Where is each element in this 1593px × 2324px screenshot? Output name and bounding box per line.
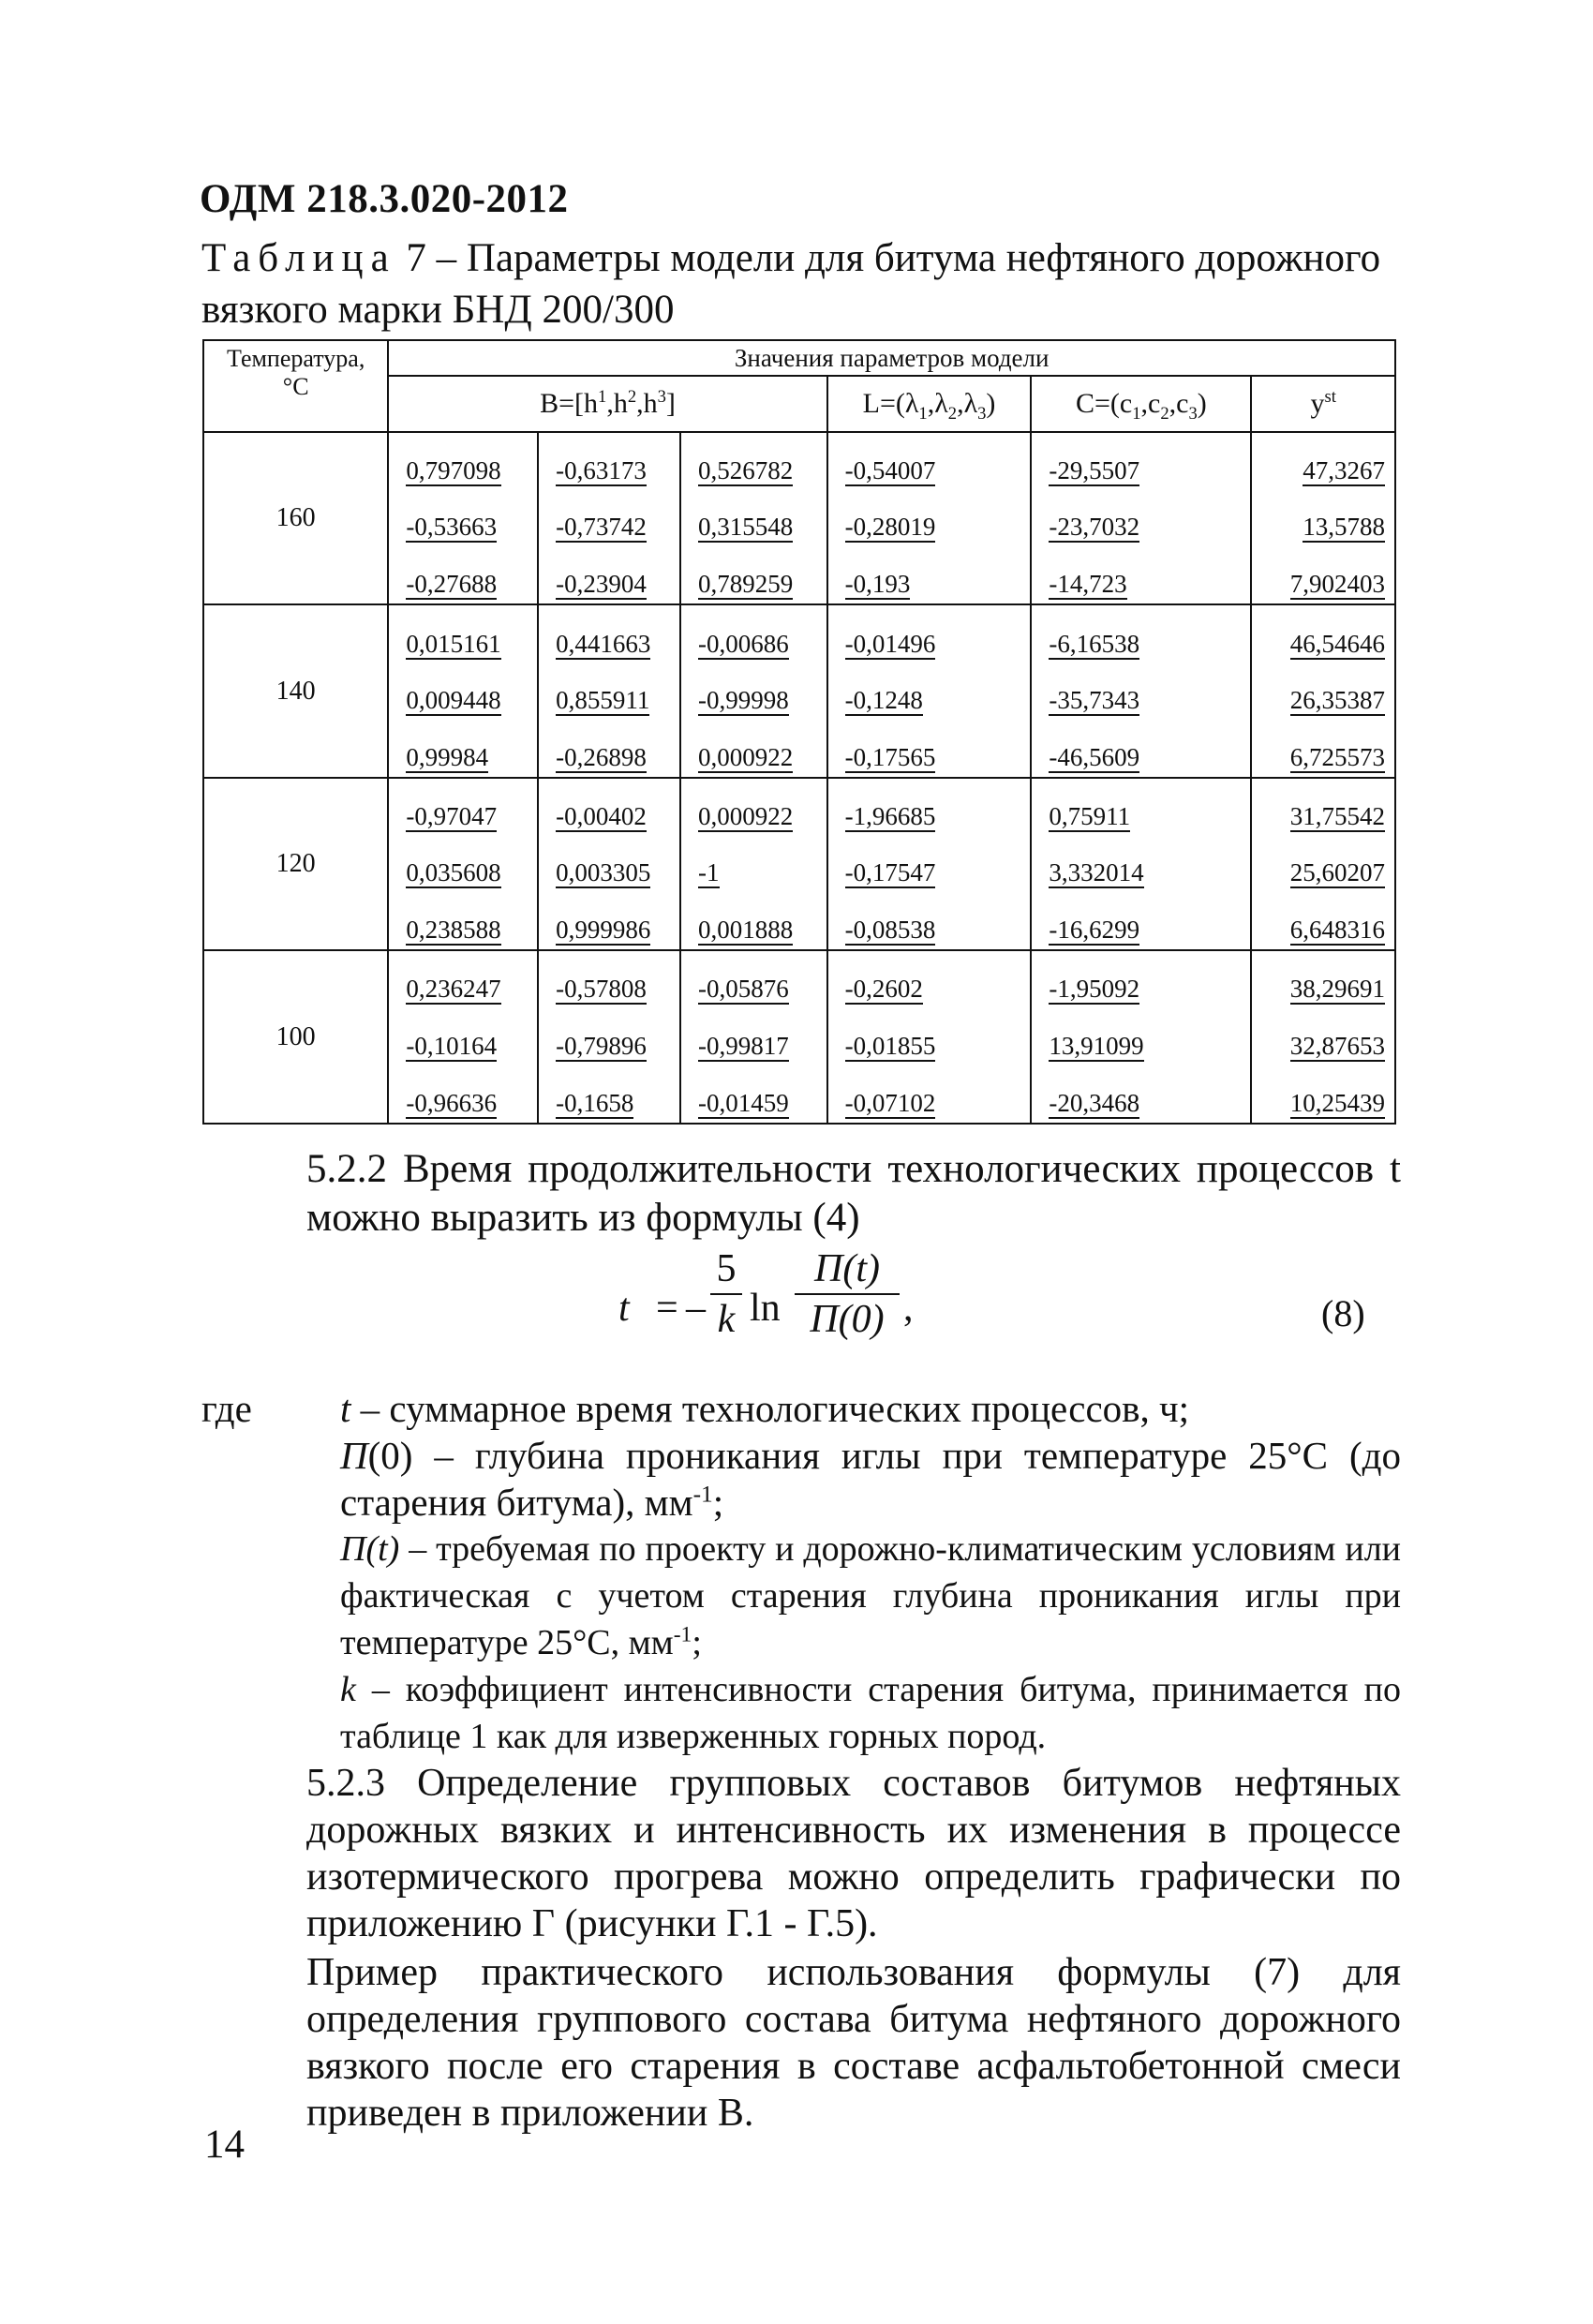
value-text: -0,05876 [698,975,789,1004]
value-cell [538,663,680,720]
definition-pt-unit-sup: -1 [673,1622,692,1647]
value-text: -23,7032 [1049,513,1140,542]
value-text: 0,001888 [698,916,794,945]
value-cell [388,546,538,604]
value-cell [1251,892,1395,950]
value-cell [1031,490,1251,546]
table-row [203,432,1395,490]
value-text: -35,7343 [1049,685,1140,714]
value-cell [680,432,827,490]
value-cell [1031,546,1251,604]
definition-p0-unit-sup: -1 [692,1481,713,1508]
value-text: -0,63173 [556,456,647,485]
value-cell [827,663,1032,720]
definition-pt-text: – требуемая по проекту и дорожно-климатическим условиям или фактическая с учетом старения глубина проникания иглы при температуре 25°С, мм [340,1529,1401,1662]
value-text: 0,238588 [406,916,501,945]
value-text: -0,193 [844,570,911,599]
value-cell [827,1065,1032,1124]
value-text: -0,57808 [556,975,647,1004]
value-cell [1251,836,1395,892]
value-cell [1251,432,1395,490]
parameters-table-body [203,432,1395,1124]
value-text: 0,000922 [698,801,794,830]
value-cell [1251,778,1395,836]
value-text: 0,035608 [406,858,501,887]
value-text: -0,27688 [406,570,498,599]
header-temperature-unit: °С [282,373,309,400]
value-text: 26,35387 [1289,685,1385,714]
value-cell [388,892,538,950]
value-text: -1 [698,858,720,887]
paragraph-5-2-3 [201,1760,1401,1947]
formula-fraction-coefficient [710,1246,742,1342]
value-cell [680,720,827,778]
value-text: 0,009448 [406,685,501,714]
value-cell [827,892,1032,950]
value-cell [827,604,1032,663]
value-cell [827,546,1032,604]
value-cell [1031,720,1251,778]
table-row [203,604,1395,663]
value-cell [388,720,538,778]
value-cell [1251,720,1395,778]
value-cell [680,604,827,663]
value-cell [1251,546,1395,604]
value-text: -0,00402 [556,801,647,830]
value-cell [538,432,680,490]
value-text: -0,17547 [844,858,936,887]
value-text: 13,5788 [1303,513,1385,542]
definition-k-text: – коэффициент интенсивности старения битума, принимается по таблице 1 как для изверженных горных пород. [340,1670,1401,1756]
formula-fraction-penetration [795,1246,900,1342]
header-c-sub2: 2 [1160,404,1169,424]
value-cell [1251,1065,1395,1124]
value-text: -6,16538 [1049,629,1140,658]
value-text: -0,79896 [556,1031,647,1060]
formula-lhs: t [618,1287,630,1330]
value-cell [388,1008,538,1065]
value-text: -0,53663 [406,513,498,542]
paragraph-example [201,1949,1401,2137]
value-text: 0,315548 [698,513,794,542]
paragraph-5-2-2-text: 5.2.2 Время продолжительности технологических процессов t можно выразить из формулы (4) [306,1147,1401,1240]
value-text: -14,723 [1049,570,1127,599]
definition-where: где [201,1387,252,1430]
header-c-end: ) [1197,388,1207,419]
value-text: 47,3267 [1303,456,1385,485]
value-cell [680,836,827,892]
value-text: 6,648316 [1289,916,1385,945]
value-cell [538,720,680,778]
value-text: 0,526782 [698,456,794,485]
value-text: -0,73742 [556,513,647,542]
value-text: -0,99998 [698,685,789,714]
value-text: 0,999986 [556,916,651,945]
value-text: -0,01855 [844,1031,936,1060]
table-caption [201,232,1420,335]
definition-t-text: – суммарное время технологических процессов, ч; [350,1387,1190,1430]
header-y [1251,376,1395,432]
header-l-sub3: 3 [977,404,987,424]
value-text: -0,10164 [406,1031,498,1060]
value-cell [538,1065,680,1124]
value-cell [1251,490,1395,546]
value-cell [538,778,680,836]
value-cell [1251,663,1395,720]
parameters-table-wrap [202,339,1396,1125]
value-text: -0,99817 [698,1031,789,1060]
definition-p0-end: ; [712,1481,724,1524]
parameters-table [202,339,1396,1125]
table-row [203,778,1395,836]
value-text: 0,441663 [556,629,651,658]
header-temperature [203,340,388,432]
value-cell [1031,778,1251,836]
value-cell [388,432,538,490]
value-text: -0,96636 [406,1089,498,1117]
value-text: 25,60207 [1289,858,1385,887]
formula-numerator-1: 5 [716,1247,737,1290]
value-text: 13,91099 [1049,1031,1144,1060]
value-cell [1251,950,1395,1008]
value-cell [538,836,680,892]
value-text: -16,6299 [1049,916,1140,945]
value-cell [680,950,827,1008]
value-cell [388,490,538,546]
value-cell [1031,604,1251,663]
value-text: -0,08538 [844,916,936,945]
value-cell [1031,950,1251,1008]
value-cell [680,778,827,836]
value-text: 0,000922 [698,742,794,771]
formula-8 [618,1246,918,1396]
formula-fraction-bar-1 [710,1293,742,1295]
formula-minus: – [686,1287,706,1330]
header-b-sup3: 3 [657,387,666,407]
value-text: -0,26898 [556,742,647,771]
value-cell [538,950,680,1008]
definition-pt [201,1526,1401,1666]
value-text: 0,015161 [406,629,501,658]
temperature-cell: 140 [203,604,388,777]
value-text: 3,332014 [1049,858,1144,887]
formula-denominator-1: k [717,1298,736,1341]
value-cell [388,778,538,836]
header-b-text: B=[h [540,388,599,419]
value-text: 0,99984 [406,742,489,771]
value-cell [1251,604,1395,663]
value-text: -0,23904 [556,570,647,599]
formula-ln: ln [750,1287,781,1330]
formula-number: (8) [1321,1292,1365,1334]
header-l [827,376,1032,432]
temperature-cell: 100 [203,950,388,1124]
temperature-cell: 120 [203,778,388,950]
value-cell [388,663,538,720]
value-text: -0,07102 [844,1089,936,1117]
value-cell [680,1065,827,1124]
value-cell [827,950,1032,1008]
value-cell [1031,663,1251,720]
header-l-text3: ,λ [957,388,978,419]
paragraph-example-text: Пример практического использования формулы (7) для определения группового состава битума нефтяного дорожного вязкого после его старения в составе асфальтобетонной смеси приведен в приложении В. [306,1951,1401,2135]
value-text: -1,95092 [1049,975,1140,1004]
header-l-sub1: 1 [918,404,928,424]
value-text: 46,54646 [1289,629,1385,658]
page-number: 14 [204,2123,245,2167]
definition-pt-end: ; [692,1623,702,1662]
value-text: -0,28019 [844,513,936,542]
value-cell [827,1008,1032,1065]
formula-comma: , [903,1287,914,1330]
definition-k [201,1666,1401,1760]
value-text: -0,2602 [844,975,923,1004]
value-text: 38,29691 [1289,975,1385,1004]
value-cell [538,604,680,663]
value-text: -0,01496 [844,629,936,658]
header-l-end: ) [986,388,996,419]
header-l-text: L=(λ [862,388,919,419]
value-text: 0,003305 [556,858,651,887]
temperature-cell: 160 [203,432,388,604]
definition-pt-symbol: П(t) [340,1529,400,1569]
value-cell [827,490,1032,546]
header-y-text: y [1310,388,1325,419]
value-cell [538,1008,680,1065]
definition-p0-text: – глубина проникания иглы при температуре 25°С (до старения битума), мм [340,1434,1401,1524]
paragraph-5-2-3-text: 5.2.3 Определение групповых составов битумов нефтяных дорожных вязких и интенсивность их изменения в процессе изотермического прогрева можно определить графически по приложению Г (рисунки Г.1 - Г.5). [306,1762,1401,1945]
header-b-text3: ,h [636,388,658,419]
header-c-sub3: 3 [1188,404,1198,424]
definition-p0 [201,1432,1401,1526]
header-b-sup2: 2 [627,387,637,407]
value-cell [680,1008,827,1065]
paragraph-5-2-2 [201,1145,1401,1243]
value-cell [827,432,1032,490]
value-cell [538,546,680,604]
header-b-text2: ,h [606,388,628,419]
value-cell [388,836,538,892]
value-text: 0,855911 [556,685,650,714]
value-cell [538,892,680,950]
value-cell [827,836,1032,892]
value-text: -0,1658 [556,1089,634,1117]
header-c-text3: ,c [1169,388,1189,419]
value-text: 0,236247 [406,975,501,1004]
value-text: 31,75542 [1289,801,1385,830]
value-cell [1031,892,1251,950]
value-cell [680,546,827,604]
header-b-sup1: 1 [598,387,607,407]
value-cell [680,892,827,950]
definition-p0-symbol: П [340,1434,368,1477]
value-text: 32,87653 [1289,1031,1385,1060]
formula-definitions [201,1385,1401,1760]
value-text: -0,97047 [406,801,498,830]
header-b [388,376,826,432]
formula-denominator-2: П(0) [810,1298,885,1341]
document-code: ОДМ 218.3.020-2012 [200,177,569,221]
table-caption-text: 7 – Параметры модели для битума нефтяного дорожного вязкого марки БНД 200/300 [201,236,1381,332]
definition-k-symbol: k [340,1670,356,1709]
definition-p0-arg: (0) [367,1434,413,1477]
header-c-text2: ,c [1140,388,1161,419]
value-cell [1031,1008,1251,1065]
value-text: 0,797098 [406,456,501,485]
header-c [1031,376,1251,432]
header-model-values: Значения параметров модели [388,340,1395,376]
header-b-end: ] [665,388,676,419]
value-text: -46,5609 [1049,742,1140,771]
value-text: 0,789259 [698,570,794,599]
value-cell [1031,1065,1251,1124]
value-text: 0,75911 [1049,801,1131,830]
value-cell [388,950,538,1008]
value-text: 10,25439 [1289,1089,1385,1117]
definition-t [201,1385,1401,1432]
value-text: -0,00686 [698,629,789,658]
value-text: -29,5507 [1049,456,1140,485]
value-text: 6,725573 [1289,742,1385,771]
value-cell [1031,432,1251,490]
value-text: -20,3468 [1049,1089,1140,1117]
formula-equals: = [656,1287,678,1330]
value-cell [538,490,680,546]
value-cell [827,720,1032,778]
value-text: 7,902403 [1289,570,1385,599]
value-cell [827,778,1032,836]
value-text: -0,1248 [844,685,923,714]
definition-t-symbol: t [340,1387,351,1430]
formula-fraction-bar-2 [795,1293,900,1295]
header-l-sub2: 2 [947,404,958,424]
header-l-text2: ,λ [927,388,948,419]
formula-numerator-2: П(t) [814,1247,880,1290]
value-cell [1251,1008,1395,1065]
header-c-text: C=(c [1075,388,1133,419]
header-y-sup: st [1324,387,1336,407]
value-text: -0,54007 [844,456,936,485]
value-text: -0,17565 [844,742,936,771]
table-caption-label: Таблица [201,236,396,280]
header-c-sub1: 1 [1132,404,1141,424]
value-cell [680,490,827,546]
value-cell [1031,836,1251,892]
header-temperature-label: Температура, [227,345,365,372]
value-cell [388,604,538,663]
value-text: -1,96685 [844,801,936,830]
value-text: -0,01459 [698,1089,789,1117]
value-cell [388,1065,538,1124]
value-cell [680,663,827,720]
table-row [203,950,1395,1008]
